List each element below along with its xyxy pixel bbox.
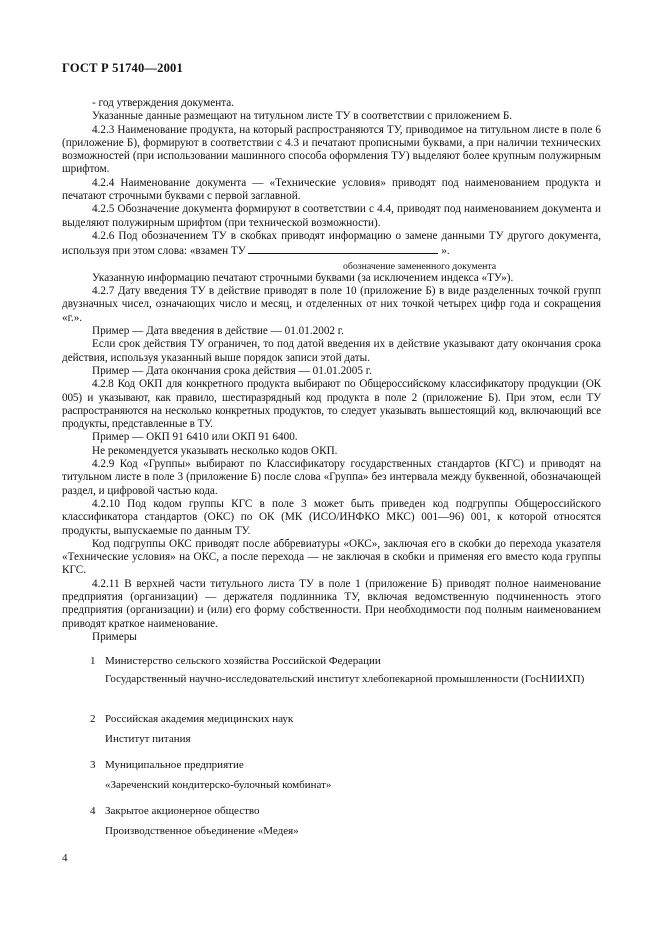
paragraph: Не рекомендуется указывать несколько кодов ОКП. (92, 444, 338, 457)
example-title: 2 Российская академия медицинских наук (90, 713, 294, 725)
caption-row (62, 259, 601, 272)
example-item (90, 655, 601, 686)
paragraph: 4.2.5 Обозначение документа формируют в соответствии с 4.4, приводят под наименованием документа и выделяют полужирным шрифтом (при технической возможности). (62, 203, 601, 229)
examples-heading: Примеры (92, 630, 137, 643)
body-text (62, 97, 601, 644)
paragraph: 4.2.4 Наименование документа — «Технические условия» приводят под наименованием продукта и печатают строчными буквами с первой заглавной. (62, 176, 601, 203)
paragraph: 4.2.7 Дату введения ТУ в действие приводят в поле 10 (приложение Б) в виде разделенных точкой групп двузначных чисел, означающих число и месяц, и отделенных от них точкой четырех цифр года и сокращения «г.». (62, 285, 601, 324)
paragraph-replacement (62, 230, 601, 259)
standard-header: ГОСТ Р 51740—2001 (62, 61, 183, 75)
paragraph: 4.2.8 Код ОКП для конкретного продукта выбирают по Общероссийскому классификатору продукции (ОК 005) и указывают, как правило, шестиразрядный код продукта в поле 2 (приложение Б). При этом, если ТУ распространяются на несколько конкретных продуктов, то следует указывать вышестоящий код, включающий все продукты, представленные в ТУ. (62, 378, 601, 431)
page-number: 4 (62, 852, 68, 864)
example-item (90, 805, 601, 838)
paragraph: 4.2.9 Код «Группы» выбирают по Классификатору государственных стандартов (КГС) и приводят на титульном листе в поле 3 (приложение Б) после слова «Группа» без интервала между буквенной, обозначающей раздел, и цифровой частью кода. (62, 458, 601, 497)
example-subtitle: Государственный научно-исследовательский институт хлебопекарной промышленности (ГосНИИХП) (105, 673, 585, 685)
paragraph-text: 4.2.6 Под обозначением ТУ в скобках приводят информацию о замене данными ТУ другого документа, используя при этом слова: «взамен ТУ (62, 229, 601, 258)
example-line: Пример — Дата окончания срока действия — 01.01.2005 г. (92, 364, 372, 377)
example-line: Пример — ОКП 91 6410 или ОКП 91 6400. (92, 431, 298, 444)
example-subtitle: «Зареченский кондитерско-булочный комбинат» (105, 779, 332, 791)
blank-line (248, 243, 438, 254)
paragraph: 4.2.10 Под кодом группы КГС в поле 3 может быть приведен код подгруппы Общероссийского классификатора стандартов (ОКС) по ОК (МК (ИСО/ИНФКО МКС) 001—96) 001, к которой относятся продукты, выпускаемые по данным ТУ. (62, 497, 601, 537)
paragraph: Указанную информацию печатают строчными буквами (за исключением индекса «ТУ»). (92, 271, 514, 284)
paragraph: 4.2.3 Наименование продукта, на который распространяются ТУ, приводимое на титульном листе в поле 6 (приложение Б), формируют в соответствии с 4.3 и печатают прописными буквами, а при наличии технических возможностей (при использовании машинного способа оформления ТУ) выделяют более крупным полужирным шрифтом. (62, 123, 601, 176)
paragraph-tail: ». (441, 245, 450, 258)
paragraph: - год утверждения документа. (92, 97, 234, 109)
example-subtitle: Производственное объединение «Медея» (105, 825, 299, 837)
paragraph: Код подгруппы ОКС приводят после аббревиатуры «ОКС», заключая его в скобки до перехода указателя «Технические условия» на ОКС, а после перехода — не заключая в скобки и применяя его вместо кода группы КГС. (62, 537, 601, 577)
example-line: Пример — Дата введения в действие — 01.01.2002 г. (92, 325, 344, 338)
paragraph: 4.2.11 В верхней части титульного листа ТУ в поле 1 (приложение Б) приводят полное наименование предприятия (организации) — держателя подлинника ТУ, включая ведомственную подчиненность этого предприятия (организации) и (или) его форму собственности. При необходимости под полным наименованием приводят краткое наименование. (62, 577, 601, 630)
example-item (90, 759, 601, 792)
paragraph: Указанные данные размещают на титульном листе ТУ в соответствии с приложением Б. (92, 110, 513, 123)
example-title: 3 Муниципальное предприятие (90, 759, 244, 771)
example-subtitle: Институт питания (105, 733, 191, 745)
blank-caption: обозначение замененного документа (343, 260, 497, 272)
example-title: 4 Закрытое акционерное общество (90, 805, 260, 817)
example-item (90, 713, 601, 746)
example-title: 1 Министерство сельского хозяйства Российской Федерации (90, 655, 381, 667)
paragraph: Если срок действия ТУ ограничен, то под датой введения их в действие указывают дату окончания срока действия, используя указанный выше порядок записи этой даты. (62, 338, 601, 364)
